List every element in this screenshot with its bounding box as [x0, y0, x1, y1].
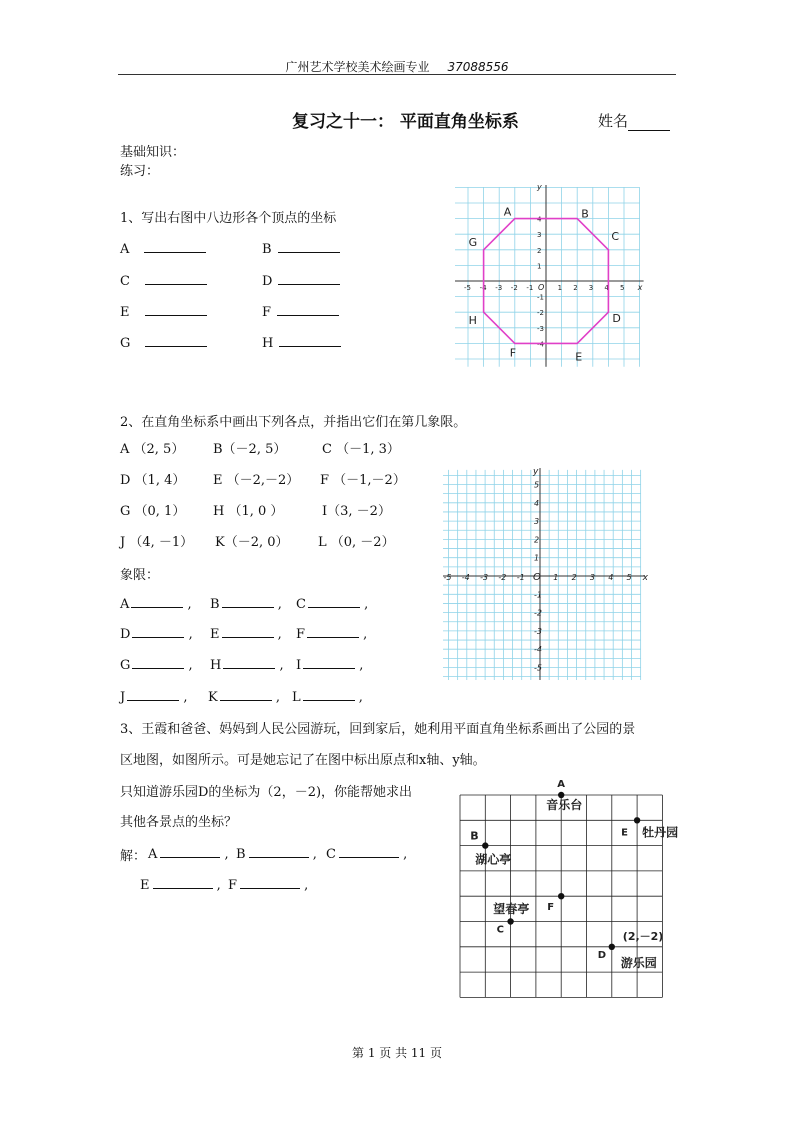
answer-blank[interactable]: [131, 595, 183, 608]
y-tick-label: 1: [537, 262, 542, 271]
y-tick-label: 2: [537, 246, 542, 255]
basics-label: 基础知识：: [120, 145, 186, 160]
x-tick-label: -5: [464, 284, 471, 292]
quadrant-point-label: I: [296, 658, 302, 673]
answer-blank[interactable]: [127, 688, 179, 701]
octagon-graph: [455, 185, 645, 370]
x-tick-label: 1: [553, 573, 559, 582]
music-stage-label: 音乐台: [546, 798, 583, 812]
q1-blank-b: [262, 240, 340, 257]
name-blank[interactable]: [628, 116, 670, 131]
point-f-label: F: [547, 902, 555, 914]
answer-blank[interactable]: [145, 272, 207, 285]
lake-pavilion-label: 湖心亭: [475, 852, 512, 867]
practice-label: 练习：: [120, 164, 160, 179]
quadrant-blank-h: [210, 656, 284, 673]
origin-label: O: [538, 283, 545, 292]
quadrant-blank-j: [120, 688, 187, 705]
q1-vertex-label: B: [262, 242, 272, 257]
q1-prompt: 1、写出右图中八边形各个顶点的坐标: [120, 211, 337, 226]
comma-separator: ,: [273, 627, 282, 642]
comma-separator: ,: [354, 690, 363, 705]
point-b-dot: [482, 842, 488, 848]
answer-blank[interactable]: [303, 656, 355, 669]
d-coordinate-label: (2,－2): [622, 929, 664, 943]
quadrant-point-label: F: [296, 627, 306, 642]
comma-separator: ,: [398, 847, 408, 862]
quadrant-point-label: E: [210, 627, 220, 642]
quadrant-blank-f: [296, 625, 367, 642]
point-f-dot: [558, 893, 564, 899]
comma-separator: ,: [275, 658, 284, 673]
y-tick-label: -2: [537, 309, 544, 318]
amusement-park-label: 游乐园: [620, 955, 657, 970]
quadrant-point-label: L: [292, 690, 301, 705]
q2-point: A （2, 5）: [120, 442, 185, 457]
x-axis-label: x: [642, 573, 648, 583]
y-tick-label: 1: [534, 553, 540, 563]
x-tick-label: 5: [626, 573, 632, 582]
comma-separator: ,: [179, 690, 188, 705]
q1-blank-e: [120, 303, 207, 320]
answer-blank[interactable]: [220, 688, 272, 701]
x-tick-label: -3: [495, 284, 503, 292]
x-tick-label: -2: [498, 573, 507, 582]
answer-blank[interactable]: [278, 240, 340, 253]
q1-vertex-label: D: [262, 274, 273, 289]
x-tick-label: -4: [461, 573, 470, 582]
x-axis-label: x: [637, 283, 643, 292]
q2-point: F （－1,－2）: [320, 473, 406, 488]
vertex-a-label: A: [503, 205, 512, 219]
point-a-label: A: [557, 779, 565, 790]
q3-point-label: C: [326, 847, 336, 862]
spring-pavilion-label: 望春亭: [493, 902, 530, 917]
q3-line2: 区地图，如图所示。可是她忘记了在图中标出原点和x轴、y轴。: [120, 753, 486, 768]
point-e-dot: [634, 817, 640, 823]
page-header: [0, 58, 794, 75]
quadrant-point-label: K: [208, 690, 218, 705]
point-c-label: C: [496, 924, 504, 936]
x-tick-label: -4: [479, 284, 487, 292]
x-tick-label: 1: [557, 284, 563, 292]
answer-blank[interactable]: [153, 876, 213, 889]
answer-blank[interactable]: [222, 595, 274, 608]
point-e-label: E: [621, 827, 628, 839]
x-tick-label: -3: [480, 573, 489, 582]
y-tick-label: -3: [537, 324, 544, 333]
q2-prompt: 2、在直角坐标系中画出下列各点，并指出它们在第几象限。: [120, 415, 467, 430]
vertex-g-label: G: [468, 235, 478, 249]
y-axis-label: y: [537, 185, 542, 192]
quadrant-point-label: H: [210, 658, 222, 673]
q3-blank-a: [148, 845, 229, 862]
y-tick-label: 5: [534, 480, 540, 490]
quadrant-blank-l: [292, 688, 363, 705]
answer-blank[interactable]: [279, 334, 341, 347]
q3-line3: 只知道游乐园D的坐标为（2，－2)，你能帮她求出: [120, 785, 413, 800]
quadrant-blank-k: [208, 688, 280, 705]
x-tick-label: -1: [516, 573, 525, 582]
answer-prefix: 解：: [120, 849, 147, 864]
q3-line4: 其他各景点的坐标？: [120, 815, 238, 830]
quadrant-blank-a: [120, 595, 192, 612]
comma-separator: ,: [355, 658, 364, 673]
y-tick-label: -4: [534, 645, 542, 655]
quadrant-point-label: A: [120, 597, 130, 612]
q3-line1: 3、王霞和爸爸、妈妈到人民公园游玩，回到家后，她利用平面直角坐标系画出了公园的景: [120, 722, 636, 737]
comma-separator: ,: [273, 597, 282, 612]
y-tick-label: -1: [534, 590, 542, 600]
vertex-b-label: B: [581, 207, 589, 221]
point-b-label: B: [470, 829, 479, 843]
point-d-label: D: [597, 949, 607, 961]
comma-separator: ,: [184, 627, 193, 642]
q1-vertex-label: G: [120, 336, 131, 351]
q1-blank-h: [262, 334, 341, 351]
q2-point: G （0, 1）: [120, 504, 186, 519]
x-tick-label: 4: [608, 573, 614, 582]
answer-blank[interactable]: [223, 656, 275, 669]
page-title: 复习之十一： 平面直角坐标系: [292, 112, 519, 132]
q3-blank-c: [326, 845, 407, 862]
q2-point: K（－2, 0）: [215, 535, 289, 550]
comma-separator: ,: [212, 878, 221, 893]
quadrant-blank-c: [296, 595, 368, 612]
answer-blank[interactable]: [132, 625, 184, 638]
answer-blank[interactable]: [277, 303, 339, 316]
q3-point-label: A: [148, 847, 158, 862]
q2-point: H （1, 0 ）: [213, 504, 284, 519]
origin-label: O: [533, 572, 541, 583]
comma-separator: ,: [184, 658, 193, 673]
q1-vertex-label: H: [262, 336, 274, 351]
y-tick-label: -3: [534, 626, 542, 636]
answer-blank[interactable]: [144, 240, 206, 253]
q2-point: E （－2,－2）: [213, 473, 300, 488]
y-tick-label: -4: [537, 340, 544, 349]
quadrant-point-label: B: [210, 597, 220, 612]
quadrant-point-label: D: [120, 627, 131, 642]
x-tick-label: 2: [571, 573, 577, 582]
answer-blank[interactable]: [145, 334, 207, 347]
q1-vertex-label: C: [120, 274, 130, 289]
answer-blank[interactable]: [339, 845, 399, 858]
peony-garden-label: 牡丹园: [642, 825, 679, 840]
grid-lines: [455, 187, 640, 366]
answer-blank[interactable]: [308, 595, 360, 608]
answer-blank[interactable]: [222, 625, 274, 638]
point-d-dot: [609, 944, 615, 950]
answer-blank[interactable]: [278, 272, 340, 285]
vertex-c-label: C: [611, 229, 620, 243]
y-tick-label: 3: [537, 231, 542, 240]
park-map: [455, 775, 685, 1005]
q2-point: I（3, －2）: [322, 504, 391, 519]
quadrant-point-label: J: [120, 690, 126, 705]
q1-blank-d: [262, 272, 340, 289]
q2-point: B（－2, 5）: [213, 442, 287, 457]
q3-point-label: F: [228, 878, 238, 893]
q1-blank-c: [120, 272, 207, 289]
comma-separator: ,: [183, 597, 192, 612]
q2-point: D （1, 4）: [120, 473, 186, 488]
x-tick-label: 5: [620, 284, 625, 292]
q1-blank-f: [262, 303, 339, 320]
q3-blank-f: [228, 876, 308, 893]
y-tick-label: -1: [537, 293, 544, 302]
x-tick-label: -5: [443, 573, 452, 582]
quadrant-point-label: C: [296, 597, 306, 612]
comma-separator: ,: [308, 847, 317, 862]
answer-blank[interactable]: [240, 876, 300, 889]
x-tick-label: 2: [573, 284, 578, 292]
quadrant-blank-b: [210, 595, 282, 612]
q2-point: L （0, －2）: [318, 535, 395, 550]
q1-vertex-label: E: [120, 305, 130, 320]
blank-grid-graph: [443, 455, 658, 680]
comma-separator: ,: [359, 597, 369, 612]
answer-blank[interactable]: [249, 845, 309, 858]
point-c-dot: [507, 918, 513, 924]
q3-point-label: E: [140, 878, 150, 893]
name-field: [598, 110, 670, 131]
quadrant-blank-e: [210, 625, 282, 642]
comma-separator: ,: [271, 690, 280, 705]
quadrant-point-label: G: [120, 658, 131, 673]
answer-blank[interactable]: [303, 688, 355, 701]
quadrant-blank-i: [296, 656, 363, 673]
comma-separator: ,: [359, 627, 368, 642]
x-tick-label: 3: [588, 284, 594, 292]
q1-blank-a: [120, 240, 206, 257]
y-tick-label: 4: [534, 498, 540, 508]
x-tick-label: 3: [589, 573, 595, 582]
q3-blank-e: [140, 876, 221, 893]
quadrant-label: 象限：: [120, 568, 160, 583]
q2-point: C （－1, 3）: [322, 442, 400, 457]
answer-blank[interactable]: [132, 656, 184, 669]
vertex-e-label: E: [575, 350, 583, 364]
x-tick-label: -1: [526, 284, 534, 292]
header-divider: [118, 74, 676, 75]
quadrant-blank-g: [120, 656, 193, 673]
vertex-d-label: D: [612, 312, 621, 326]
x-tick-label: -2: [510, 284, 518, 292]
x-tick-label: 4: [604, 284, 609, 292]
school-name: 广州艺术学校美术绘画专业: [285, 60, 430, 74]
q2-point: J （4, －1）: [120, 535, 194, 550]
quadrant-blank-d: [120, 625, 193, 642]
answer-blank[interactable]: [307, 625, 359, 638]
q1-vertex-label: F: [262, 305, 272, 320]
answer-blank[interactable]: [145, 303, 207, 316]
q3-point-label: B: [236, 847, 246, 862]
page-footer: 第 1 页 共 11 页: [352, 1046, 442, 1060]
y-axis-label: y: [533, 466, 539, 477]
y-tick-label: -5: [534, 663, 542, 673]
q3-blank-b: [236, 845, 317, 862]
q1-blank-g: [120, 334, 207, 351]
answer-blank[interactable]: [160, 845, 220, 858]
y-tick-label: 2: [534, 535, 540, 545]
comma-separator: ,: [300, 878, 309, 893]
phone-number: 37088556: [447, 60, 509, 74]
y-tick-label: -2: [534, 608, 542, 618]
y-tick-label: 4: [537, 215, 542, 224]
q1-vertex-label: A: [120, 242, 130, 257]
vertex-h-label: H: [468, 314, 477, 328]
comma-separator: ,: [220, 847, 229, 862]
y-tick-label: 3: [534, 517, 540, 527]
vertex-f-label: F: [509, 346, 517, 360]
name-label: 姓名: [598, 112, 629, 130]
